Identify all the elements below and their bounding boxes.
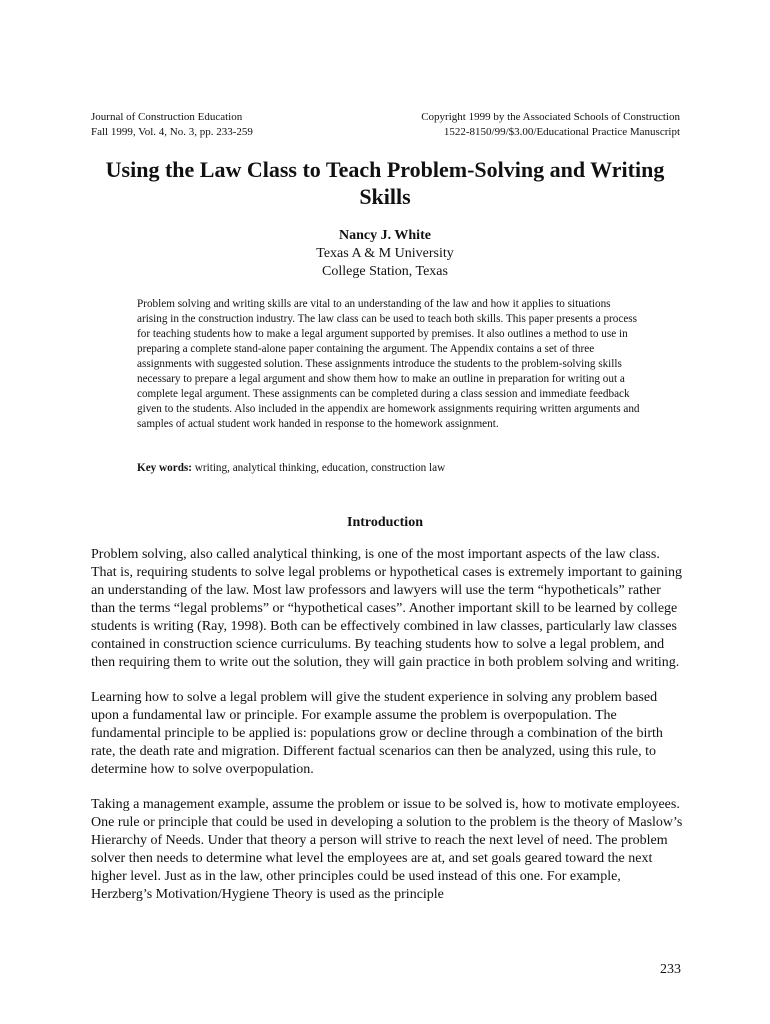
journal-issue: Fall 1999, Vol. 4, No. 3, pp. 233-259 [91, 126, 253, 138]
keywords [137, 461, 640, 476]
author-name: Nancy J. White [339, 228, 431, 243]
page-number: 233 [660, 962, 681, 977]
abstract [137, 297, 640, 432]
manuscript-info: 1522-8150/99/$3.00/Educational Practice Manuscript [443, 126, 680, 138]
body-paragraph: Problem solving, also called analytical thinking, is one of the most important aspects of the law class. That is, requiring students to solve legal problems or hypothetical cases is extremely important to gaining an understanding of the law. Most law professors and lawyers will use the term “hypotheticals” rather than the terms “legal problems” or “hypothetical cases”. Another important skill to be learned by college students is writing (Ray, 1998). Both can be effectively combined in law classes, particularly law classes contained in construction science curriculums. By teaching students how to solve a legal problem, and then requiring them to write out the solution, they will gain practice in both problem solving and writing. [91, 547, 682, 670]
copyright-header [421, 110, 680, 140]
journal-header [91, 110, 253, 140]
copyright-notice: Copyright 1999 by the Associated Schools of Construction [421, 111, 680, 123]
paper-title: Using the Law Class to Teach Problem-Solving and Writing Skills [105, 157, 665, 209]
body-paragraph: Taking a management example, assume the problem or issue to be solved is, how to motivate employees. One rule or principle that could be used in developing a solution to the problem is the theory of Maslow’s Hierarchy of Needs. Under that theory a person will strive to reach the next level of need. The problem solver then needs to determine what level the employees are at, and set goals geared toward the next higher level. Just as in the law, other principles could be used instead of this one. For example, Herzberg’s Motivation/Hygiene Theory is used as the principle [91, 797, 683, 902]
author-location: College Station, Texas [322, 264, 448, 279]
author-affiliation: Texas A & M University [316, 246, 454, 261]
author-block [0, 227, 770, 281]
keywords-text: writing, analytical thinking, education, construction law [194, 462, 446, 474]
section-heading-introduction: Introduction [347, 515, 423, 530]
body-paragraph: Learning how to solve a legal problem will give the student experience in solving any problem based upon a fundamental law or principle. For example assume the problem is overpopulation. The fundamental principle to be applied is: populations grow or decline through a combination of the birth rate, the death rate and migration. Different factual scenarios can then be analyzed, using this rule, to determine how to solve overpopulation. [91, 690, 663, 777]
introduction-body [91, 546, 684, 921]
abstract-text: Problem solving and writing skills are vital to an understanding of the law and how it applies to situations arising in the construction industry. The law class can be used to teach both skills. This paper presents a process for teaching students how to make a legal argument supported by premises. It also outlines a method to use in preparing a complete stand-alone paper containing the argument. The Appendix contains a set of three assignments with suggested solution. These assignments introduce the students to the problem-solving skills necessary to prepare a legal argument and show them how to make an outline in preparation for writing out a complete legal argument. These assignments can be completed during a class session and immediate feedback given to the students. Also included in the appendix are homework assignments requiring written arguments and samples of actual student work handed in response to the homework assignment. [137, 298, 640, 430]
journal-name: Journal of Construction Education [91, 111, 243, 123]
keywords-label: Key words: [137, 462, 192, 474]
